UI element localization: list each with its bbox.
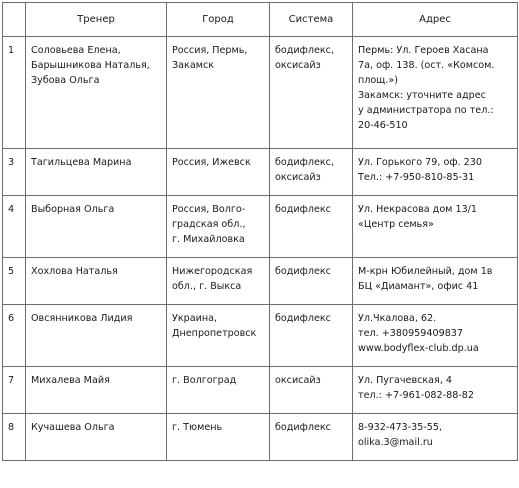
city-cell: Россия, Ижевск [167,149,270,196]
header-city: Город [167,3,270,37]
trainer-cell: Соловьева Елена, Барышникова Наталья, Зубова Ольга [26,37,167,149]
address-cell: Ул.Чкалова, 62. тел. +380959409837 www.bodyflex-club.dp.ua [353,305,518,367]
table-row [3,367,518,414]
system-cell: бодифлекс [270,305,353,367]
row-number: 4 [3,196,26,258]
row-number: 1 [3,37,26,149]
trainer-cell: Выборная Ольга [26,196,167,258]
header-num [3,3,26,37]
city-cell: Россия, Пермь, Закамск [167,37,270,149]
table-body [3,37,518,461]
address-cell: Ул. Горького 79, оф. 230 Тел.: +7-950-810-85-31 [353,149,518,196]
city-cell: г. Волгоград [167,367,270,414]
address-cell: Пермь: Ул. Героев Хасана 7а, оф. 138. (ост. «Комсом. площ.») Закамск: уточните адрес у администратора по тел.: 20-46-510 [353,37,518,149]
system-cell: бодифлекс [270,258,353,305]
row-number: 8 [3,414,26,461]
system-cell: бодифлекс [270,196,353,258]
address-cell: Ул. Некрасова дом 13/1 «Центр семья» [353,196,518,258]
system-cell: бодифлекс, оксисайз [270,37,353,149]
table-row [3,258,518,305]
trainer-cell: Михалева Майя [26,367,167,414]
address-cell: М-крн Юбилейный, дом 1в БЦ «Диамант», офис 41 [353,258,518,305]
row-number: 3 [3,149,26,196]
row-number: 6 [3,305,26,367]
row-number: 5 [3,258,26,305]
table-row [3,305,518,367]
system-cell: бодифлекс [270,414,353,461]
city-cell: Нижегородская обл., г. Выкса [167,258,270,305]
city-cell: Украина, Днепропетровск [167,305,270,367]
trainer-cell: Тагильцева Марина [26,149,167,196]
address-cell: 8-932-473-35-55, olika.3@mail.ru [353,414,518,461]
table-row [3,149,518,196]
trainer-cell: Хохлова Наталья [26,258,167,305]
system-cell: оксисайз [270,367,353,414]
trainers-table [2,2,518,461]
table-row [3,414,518,461]
row-number: 7 [3,367,26,414]
table-header [3,3,518,37]
city-cell: Россия, Волго- градская обл., г. Михайловка [167,196,270,258]
header-trainer: Тренер [26,3,167,37]
table-row [3,196,518,258]
header-system: Система [270,3,353,37]
header-address: Адрес [353,3,518,37]
table-row [3,37,518,149]
system-cell: бодифлекс, оксисайз [270,149,353,196]
header-row [3,3,518,37]
address-cell: Ул. Пугачевская, 4 тел.: +7-961-082-88-82 [353,367,518,414]
city-cell: г. Тюмень [167,414,270,461]
trainer-cell: Кучашева Ольга [26,414,167,461]
trainer-cell: Овсянникова Лидия [26,305,167,367]
